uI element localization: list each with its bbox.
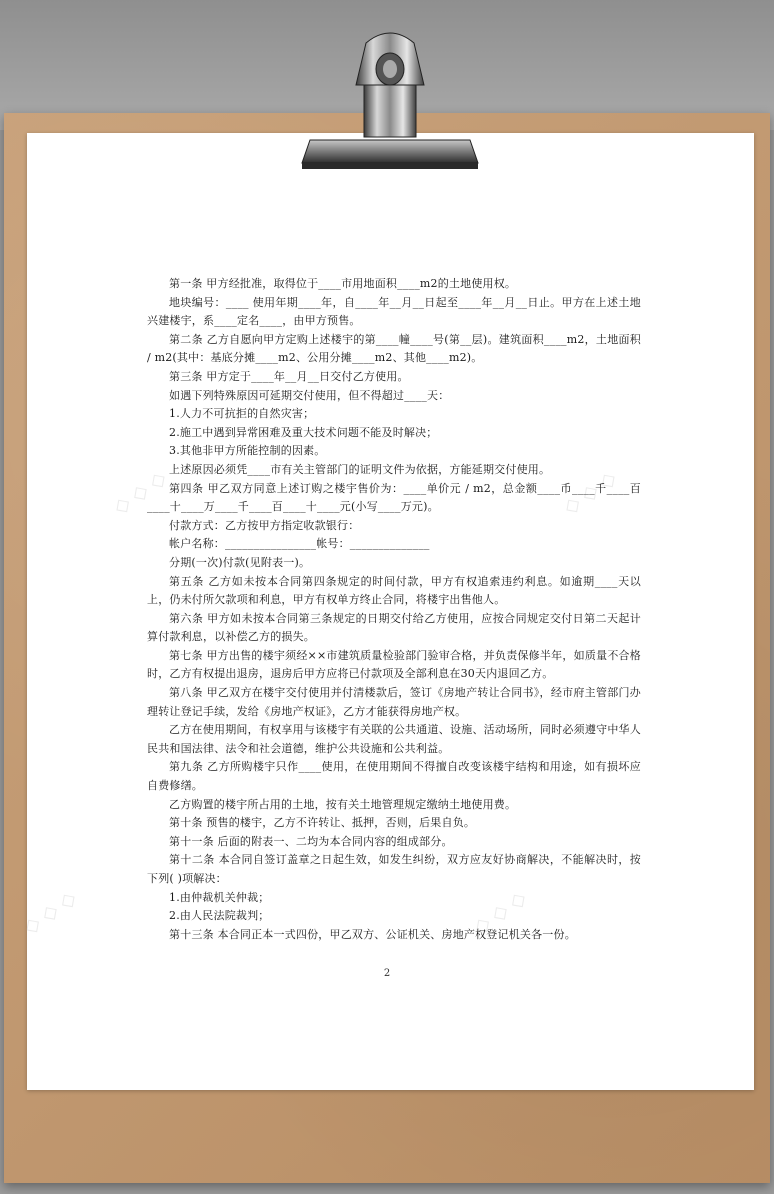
paragraph: 第六条 甲方如未按本合同第三条规定的日期交付给乙方使用，应按合同规定交付日第二天起计算付款利息，以补偿乙方的损失。 xyxy=(147,611,641,644)
paragraph: 1.人力不可抗拒的自然灾害； xyxy=(169,407,315,421)
paragraph: 第八条 甲乙双方在楼宇交付使用并付清楼款后，签订《房地产转让合同书》，经市府主管部门办理转让登记手续，发给《房地产权证》，乙方才能获得房地产权。 xyxy=(147,686,641,718)
binder-clip-icon xyxy=(300,25,480,180)
watermark-decoration: ◇ ◇ ◇ xyxy=(108,465,171,519)
paragraph: 如遇下列特殊原因可延期交付使用，但不得超过____天： xyxy=(169,388,450,402)
watermark-decoration: ◇ ◇ ◇ xyxy=(558,465,621,519)
paragraph: 第九条 乙方所购楼宇只作____使用，在使用期间不得擅自改变该楼宇结构和用途，如有损坏应自费修缮。 xyxy=(147,760,641,793)
paragraph: 第十条 预售的楼宇，乙方不许转让、抵押，否则，后果自负。 xyxy=(169,816,476,830)
paragraph: 分期(一次)付款(见附表一)。 xyxy=(169,555,311,569)
paragraph: 2.施工中遇到异常困难及重大技术问题不能及时解决； xyxy=(169,425,438,439)
paragraph: 第三条 甲方定于____年__月__日交付乙方使用。 xyxy=(169,369,409,383)
paragraph: 2.由人民法院裁判； xyxy=(169,909,270,923)
paragraph: 第四条 甲乙双方同意上述订购之楼宇售价为：____单价元 / m2，总金额____币____千____百____十____万____千____百____十____元(小写____万元)。 xyxy=(147,481,641,514)
contract-body xyxy=(147,275,641,944)
paragraph: 乙方购置的楼宇所占用的土地，按有关土地管理规定缴纳土地使用费。 xyxy=(169,797,517,811)
paragraph: 第二条 乙方自愿向甲方定购上述楼宇的第____幢____号(第__层)。建筑面积____m2，土地面积 / m2(其中：基底分摊____m2、公用分摊____m2、其他____m2)。 xyxy=(147,332,641,365)
page-number: 2 xyxy=(383,968,391,979)
paragraph: 第十一条 后面的附表一、二均为本合同内容的组成部分。 xyxy=(169,834,453,848)
paragraph: 地块编号：____ 使用年期____年，自____年__月__日起至____年__月__日止。甲方在上述土地兴建楼宇，系____定名____，由甲方预售。 xyxy=(147,295,641,328)
watermark-decoration: ◇ ◇ ◇ xyxy=(18,885,81,939)
paragraph: 付款方式：乙方按甲方指定收款银行： xyxy=(169,518,360,532)
paragraph: 上述原因必须凭____市有关主管部门的证明文件为依据，方能延期交付使用。 xyxy=(169,462,551,476)
paragraph: 第一条 甲方经批准，取得位于____市用地面积____m2的土地使用权。 xyxy=(169,277,517,290)
paragraph: 乙方在使用期间，有权享用与该楼宇有关联的公共通道、设施、活动场所，同时必须遵守中华人民共和国法律、法令和社会道德，维护公共设施和公共利益。 xyxy=(147,723,641,755)
paragraph: 1.由仲裁机关仲裁； xyxy=(169,890,270,904)
paragraph: 第十三条 本合同正本一式四份，甲乙双方、公证机关、房地产权登记机关各一份。 xyxy=(169,927,576,941)
paragraph: 3.其他非甲方所能控制的因素。 xyxy=(169,444,326,458)
paragraph: 第五条 乙方如未按本合同第四条规定的时间付款，甲方有权追索违约利息。如逾期____天以上，仍未付所欠款项和利息，甲方有权单方终止合同，将楼宇出售他人。 xyxy=(147,574,641,607)
watermark-decoration: ◇ ◇ ◇ xyxy=(468,885,531,939)
paragraph: 第七条 甲方出售的楼宇须经××市建筑质量检验部门验审合格，并负责保修半年，如质量不合格时，乙方有权提出退房，退房后甲方应将已付款项及全部利息在30天内退回乙方。 xyxy=(147,648,641,681)
paragraph: 第十二条 本合同自签订盖章之日起生效，如发生纠纷，双方应友好协商解决，不能解决时，按下列( )项解决： xyxy=(147,853,641,885)
paragraph: 帐户名称：________________帐号：______________ xyxy=(169,537,430,551)
